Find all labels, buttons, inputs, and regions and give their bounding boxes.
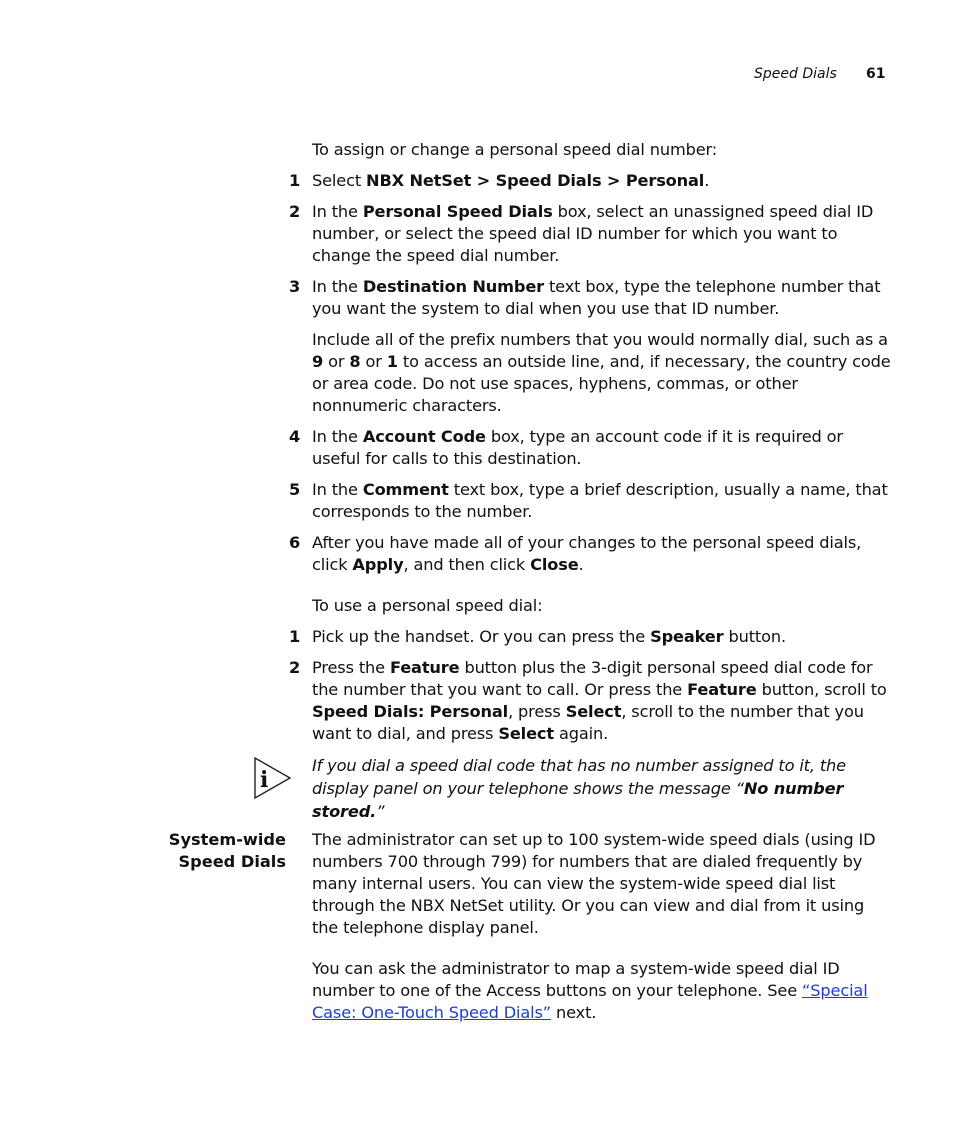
step-number: 3 <box>289 277 301 296</box>
system-wide-para-1: The administrator can set up to 100 system-wide speed dials (using ID numbers 700 through 799) for numbers that are dialed frequently by many internal users. You can view the system-wide speed dial list through the NBX NetSet utility. Or you can view and dial from it using the telephone display panel. <box>312 830 876 937</box>
step-number: 4 <box>289 427 301 446</box>
assign-step-1: Select NBX NetSet > Speed Dials > Personal. <box>312 171 710 190</box>
assign-intro: To assign or change a personal speed dial number: <box>312 140 718 159</box>
system-wide-para-2: You can ask the administrator to map a system-wide speed dial ID number to one of the Access buttons on your telephone. See “Special Case: One-Touch Speed Dials” next. <box>312 959 868 1022</box>
page-number: 61 <box>866 66 886 82</box>
assign-step-5: In the Comment text box, type a brief description, usually a name, that corresponds to the number. <box>312 480 888 521</box>
use-step-1: Pick up the handset. Or you can press the Speaker button. <box>312 627 786 646</box>
use-step-2: Press the Feature button plus the 3-digit personal speed dial code for the number that you want to call. Or press the Feature button, scroll to Speed Dials: Personal, press Select, scroll to the number that you want to dial, and press Select again. <box>312 658 887 743</box>
step-number: 1 <box>289 171 301 190</box>
step-number: 2 <box>289 658 301 677</box>
info-note-text: If you dial a speed dial code that has no number assigned to it, the display panel on your telephone shows the message “No number stored.” <box>312 756 846 821</box>
special-case-link[interactable]: “Special Case: One-Touch Speed Dials” <box>312 981 868 1022</box>
assign-step-2: In the Personal Speed Dials box, select an unassigned speed dial ID number, or select the speed dial ID number for which you want to change the speed dial number. <box>312 202 874 265</box>
running-header-title: Speed Dials <box>754 66 837 82</box>
prefix-note: Include all of the prefix numbers that you would normally dial, such as a 9 or 8 or 1 to access an outside line, and, if necessary, the country code or area code. Do not use spaces, hyphens, commas, or other nonnumeric characters. <box>312 330 891 415</box>
info-note-icon <box>254 757 292 799</box>
assign-step-4: In the Account Code box, type an account code if it is required or useful for calls to this destination. <box>312 427 843 468</box>
step-number: 1 <box>289 627 301 646</box>
assign-step-6: After you have made all of your changes to the personal speed dials, click Apply, and then click Close. <box>312 533 862 574</box>
section-heading: System-wide Speed Dials <box>168 830 286 871</box>
assign-step-3: In the Destination Number text box, type the telephone number that you want the system to dial when you use that ID number. <box>312 277 881 318</box>
step-number: 5 <box>289 480 301 499</box>
use-intro: To use a personal speed dial: <box>312 596 543 615</box>
step-number: 2 <box>289 202 301 221</box>
svg-text:i: i <box>260 767 269 793</box>
step-number: 6 <box>289 533 301 552</box>
